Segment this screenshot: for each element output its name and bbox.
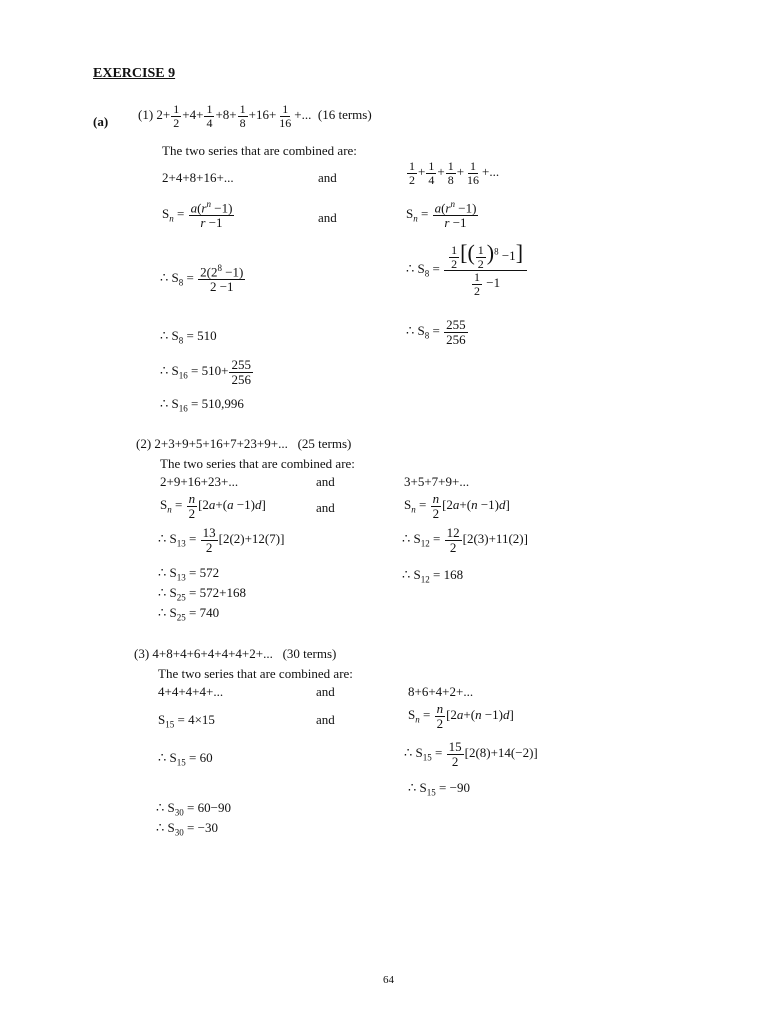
q2-series-line: (2) 2+3+9+5+16+7+23+9+... (25 terms): [136, 436, 352, 451]
q3-series-a: 4+4+4+4+...: [158, 684, 224, 699]
q2-series-a: 2+9+16+23+...: [160, 474, 239, 489]
q3-s15-b-calc: ∴ $S_{15}$ = $\frac{15}{2}$ [2(8)+14(−2)]: [404, 739, 538, 769]
q2-sn-formula-b: $S_n$ = $\frac{n}{2}$ [2a+(n −1)d]: [404, 491, 510, 521]
q1-and-1: and: [318, 170, 337, 185]
q1-sn-formula-a: $S_n$ = $\frac{a(r^n -1)}{r -1}$: [162, 199, 233, 230]
q3-s30-sum: ∴ $S_{30} = 60-90$: [156, 800, 231, 818]
q1-s8-b-calc: ∴ $S_8$ = $\frac{1}{2}$ [( $\frac{1}{2}$ )$^8$ −1] $\frac{1}{2}$ −1: [406, 242, 528, 297]
q3-s15-a-result: ∴ $S_{15} = 60$: [158, 750, 213, 768]
q2-and-1: and: [316, 474, 335, 489]
q2-s25-sum: ∴ $S_{25} = 572+168$: [158, 585, 246, 603]
q3-s15-b-result: ∴ $S_{15} = -90$: [408, 780, 470, 798]
page-number: 64: [383, 974, 394, 986]
exercise-title: EXERCISE 9: [93, 66, 176, 81]
q1-and-2: and: [318, 210, 337, 225]
q2-s13-result: ∴ $S_{13} = 572$: [158, 565, 220, 583]
q1-s8-a-calc: ∴ $S_8$ = $\frac{2(2^8 -1)}{2 -1}$: [160, 263, 244, 294]
q1-sn-formula-b: $S_n$ = $\frac{a(r^n -1)}{r -1}$: [406, 199, 477, 230]
q1-s8-b-result: ∴ $S_8$ = $\frac{255}{256}$: [406, 317, 466, 347]
q2-s12-result: ∴ $S_{12} = 168$: [402, 567, 464, 585]
q3-and-2: and: [316, 712, 335, 727]
q2-s25-result: ∴ $S_{25} = 740$: [158, 605, 220, 623]
part-a-label: (a): [93, 114, 109, 129]
q1-series-a: 2+4+8+16+...: [162, 170, 234, 185]
q3-sn-formula-b: $S_n$ = $\frac{n}{2}$ [2a+(n −1)d]: [408, 701, 514, 731]
q1-terms-note: (16 terms): [317, 107, 372, 123]
q1-s8-a-result: ∴ $S_8 = 510$: [160, 328, 217, 346]
q3-series-line: (3) 4+8+4+6+4+4+4+2+... (30 terms): [134, 646, 337, 661]
q2-s12-calc: ∴ $S_{12}$ = $\frac{12}{2}$ [2(3)+11(2)]: [402, 525, 528, 555]
q3-and-1: and: [316, 684, 335, 699]
q3-s15-a-formula: $S_{15} = 4\times 15$: [158, 712, 215, 730]
q1-combined-intro: The two series that are combined are:: [162, 143, 357, 158]
q2-sn-formula-a: $S_n$ = $\frac{n}{2}$ [2a+(a −1)d]: [160, 491, 266, 521]
q1-s16-sum: ∴ $S_{16} = 510+$ $\frac{255}{256}$: [160, 357, 251, 387]
q3-series-b: 8+6+4+2+...: [408, 684, 474, 699]
q1-series-b: $\frac{1}{2}$ + $\frac{1}{4}$ + $\frac{1}{8}$ + $\frac{1}{16}$ +...: [409, 159, 500, 187]
q3-combined-intro: The two series that are combined are:: [158, 666, 353, 681]
q2-s13-calc: ∴ $S_{13}$ = $\frac{13}{2}$ [2(2)+12(7)]: [158, 525, 285, 555]
q2-series-b: 3+5+7+9+...: [404, 474, 470, 489]
q1-s16-result: ∴ $S_{16} = 510,996$: [160, 396, 244, 414]
q2-combined-intro: The two series that are combined are:: [160, 456, 355, 471]
q2-and-2: and: [316, 500, 335, 515]
q1-number: (1): [138, 107, 154, 123]
q1-series-line: (1) 2+ $\frac{1}{2}$ +4+ $\frac{1}{4}$ +8+ $\frac{1}{8}$ +16+ $\frac{1}{16}$ +... (16 terms): [138, 102, 372, 130]
q3-s30-result: ∴ $S_{30} = -30$: [156, 820, 218, 838]
